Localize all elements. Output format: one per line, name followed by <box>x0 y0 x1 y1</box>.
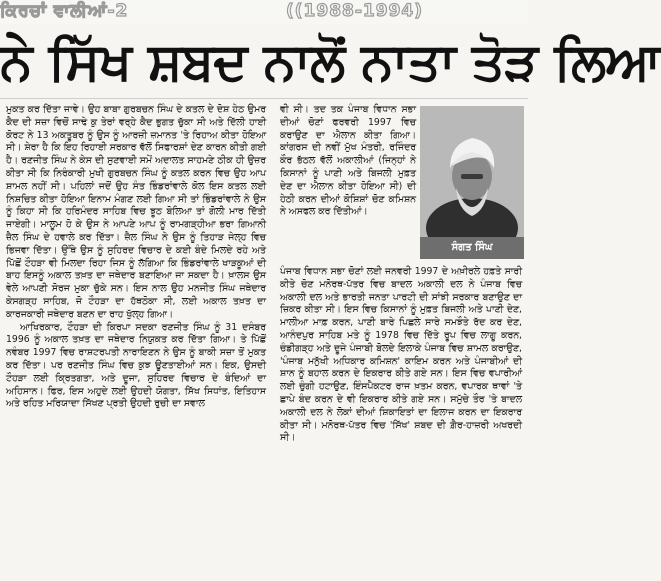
series-years: ((1988-1994) <box>286 1 423 21</box>
divider <box>0 98 528 99</box>
series-title: ਕਿਰਚਾਂ ਵਾਲੀਆਂ-2 <box>0 1 129 21</box>
article-paragraph: ਵੀ ਸੀ। ਤਦ ਤਕ ਪੰਜਾਬ ਵਿਧਾਨ ਸਭਾ ਦੀਆਂ ਚੋਣਾਂ ਫਰਵਰੀ 1997 ਵਿਚ ਕਰਾਉਣ ਦਾ ਐਲਾਨ ਕੀਤਾ ਗਿਆ। ਕਾਂਗਰਸ ਦੀ ਨਵੀਂ ਮੁੱਖ ਮੰਤਰੀ, ਰਜਿੰਦਰ ਕੌਰ ਭੱਠਲ ਵੱਲੋਂ ਅਕਾਲੀਆਂ (ਜਿਨ੍ਹਾਂ ਨੇ ਕਿਸਾਨਾਂ ਨੂੰ ਪਾਣੀ ਅਤੇ ਬਿਜਲੀ ਮੁਫ਼ਤ ਦੇਣ ਦਾ ਐਲਾਨ ਕੀਤਾ ਹੋਇਆ ਸੀ) ਦੀ ਹੇਠੀ ਕਰਨ ਦੀਆਂ ਕੋਸ਼ਿਸ਼ਾਂ ਚੋਣ ਕਮਿਸ਼ਨ ਨੇ ਅਸਫਲ ਕਰ ਦਿੱਤੀਆਂ। <box>280 104 416 218</box>
photo-caption: ਸੰਗਤ ਸਿੰਘ <box>420 237 524 259</box>
article-paragraph: ਆਖਿਰਕਾਰ, ਟੌਹੜਾ ਦੀ ਕਿਰਪਾ ਸਦਕਾ ਰਣਜੀਤ ਸਿੰਘ ਨੂੰ 31 ਦਸੰਬਰ 1996 ਨੂੰ ਅਕਾਲ ਤਖ਼ਤ ਦਾ ਜਥੇਦਾਰ ਨਿਯੁਕਤ ਕਰ ਦਿੱਤਾ ਗਿਆ। ਤੇ ਪਿੱਛੋਂ ਨਵੰਬਰ 1997 ਵਿਚ ਰਾਸ਼ਟਰਪਤੀ ਨਾਰਾਇਣਨ ਨੇ ਉਸ ਨੂੰ ਬਾਕੀ ਸਜ਼ਾ ਤੋਂ ਮੁਕਤ ਕਰ ਦਿੱਤਾ। ਪਰ ਰਣਜੀਤ ਸਿੰਘ ਵਿਚ ਕੁਝ ਊਣਤਾਈਆਂ ਸਨ। ਇਕ, ਉਸਦੀ ਟੌਹੜਾ ਲਈ ਕ੍ਰਿਤਗਤਾ, ਅਤੇ ਦੂਜਾ, ਸੁਹਿਰਦ ਵਿਚਾਰ ਦੇ ਬੰਦਿਆਂ ਦਾ ਅਹਿਸਾਨ। ਫਿਰ, ਇਸ ਅਹੁਦੇ ਲਈ ਉਹਦੀ ਯੋਗਤਾ, ਸਿੱਖ ਸਿਧਾਂਤ, ਇਤਿਹਾਸ ਅਤੇ ਰਹਿਤ ਮਰਿਯਾਦਾ ਸਿੱਖਣ ਪ੍ਰਤੀ ਉਹਦੀ ਰੁਚੀ ਦਾ ਸਵਾਲ <box>6 321 266 410</box>
headline: ਨੇ ਸਿੱਖ ਸ਼ਬਦ ਨਾਲੋਂ ਨਾਤਾ ਤੋੜ ਲਿਆ <box>0 32 661 92</box>
author-portrait-image <box>420 106 524 237</box>
article-paragraph: ਮੁਕਤ ਕਰ ਦਿੱਤਾ ਜਾਵੇ। ਉਹ ਬਾਬਾ ਗੁਰਬਚਨ ਸਿੰਘ ਦੇ ਕਤਲ ਦੇ ਦੋਸ਼ ਹੇਠ ਉਮਰ ਕੈਦ ਦੀ ਸਜ਼ਾ ਵਿਚੋਂ ਸਾਢੇ ਕੁ ਤੇਰਾਂ ਵਰ੍ਹੇ ਕੈਦ ਭੁਗਤ ਚੁੱਕਾ ਸੀ ਅਤੇ ਦਿੱਲੀ ਹਾਈ ਕੋਰਟ ਨੇ 13 ਅਕਤੂਬਰ ਨੂੰ ਉਸ ਨੂੰ ਆਰਜ਼ੀ ਜ਼ਮਾਨਤ 'ਤੇ ਰਿਹਾਅ ਕੀਤਾ ਹੋਇਆ ਸੀ। ਸ਼ੇਰਾ ਹੈ ਕਿ ਇਹ ਰਿਹਾਈ ਸਰਕਾਰ ਵੱਲੋਂ ਸਿਫਾਰਸ਼ਾਂ ਦੇਣ ਕਾਰਨ ਕੀਤੀ ਗਈ ਹੈ। ਰਣਜੀਤ ਸਿੰਘ ਨੇ ਕੇਸ ਦੀ ਸੁਣਵਾਈ ਸਮੇਂ ਅਦਾਲਤ ਸਾਹਮਣੇ ਠੀਕ ਹੀ ਉਜ਼ਰ ਕੀਤਾ ਸੀ ਕਿ ਨਿਰੰਕਾਰੀ ਮੁਖੀ ਗੁਰਬਚਨ ਸਿੰਘ ਨੂੰ ਕਤਲ ਕਰਨ ਵਿਚ ਉਹ ਆਪ ਸ਼ਾਮਲ ਨਹੀਂ ਸੀ। ਪਹਿਲਾਂ ਜਦੋਂ ਉਹ ਸੰਤ ਭਿੰਡਰਾਂਵਾਲੇ ਕੋਲ ਇਸ ਕਤਲ ਲਈ ਨਿਸ਼ਚਿਤ ਕੀਤਾ ਹੋਇਆ ਇਨਾਮ ਮੰਗਣ ਲਈ ਗਿਆ ਸੀ ਤਾਂ ਭਿੰਡਰਾਂਵਾਲੇ ਨੇ ਉਸ ਨੂੰ ਕਿਹਾ ਸੀ ਕਿ ਹਰਿਮੰਦਰ ਸਾਹਿਬ ਵਿਚ ਝੂਠ ਬੋਲਿਆ ਤਾਂ ਗੋਲੀ ਮਾਰ ਦਿੱਤੀ ਜਾਏਗੀ। ਮਾਲੂਮ ਹੋ ਕੇ ਉਸ ਨੇ ਆਪਣੇ ਆਪ ਨੂੰ ਰਾਮਗੜ੍ਹੀਆ ਭਰਾ ਗਿਆਨੀ ਜ਼ੈਲ ਸਿੰਘ ਦੇ ਹਵਾਲੇ ਕਰ ਦਿੱਤਾ। ਜ਼ੈਲ ਸਿੰਘ ਨੇ ਉਸ ਨੂੰ ਤਿਹਾੜ ਜੇਲ੍ਹ ਵਿਚ ਭਿਜਵਾ ਦਿੱਤਾ। ਉੱਥੇ ਉਸ ਨੂੰ ਸੁਹਿਰਦ ਵਿਚਾਰ ਦੇ ਕਈ ਬੰਦੇ ਮਿਲਦੇ ਰਹੇ ਅਤੇ ਪਿੱਛੋਂ ਟੌਹੜਾ ਵੀ ਮਿਲਦਾ ਰਿਹਾ ਜਿਸ ਨੂੰ ਲੱਗਿਆ ਕਿ ਭਿੰਡਰਾਂਵਾਲੇ ਖਾੜਕੂਆਂ ਦੀ ਬਾਹ ਇਸਨੂੰ ਅਕਾਲ ਤਖ਼ਤ ਦਾ ਜਥੇਦਾਰ ਬਣਾਇਆ ਜਾ ਸਕਦਾ ਹੈ। ਖ਼ਾਲਸ ਉਸ ਵੇਲੇ ਆਪਣੀ ਸੋਰਜ ਮੁਕਾ ਚੁੱਕੇ ਸਨ। ਇਸ ਨਾਲ ਉਹ ਮਨਜੀਤ ਸਿੰਘ ਜਥੇਦਾਰ ਕੇਸਗੜ੍ਹ ਸਾਹਿਬ, ਜੋ ਟੌਹੜਾ ਦਾ ਹੱਥਠੋਕਾ ਸੀ, ਲਈ ਅਕਾਲ ਤਖ਼ਤ ਦਾ ਕਾਰਜਕਾਰੀ ਜਥੇਦਾਰ ਬਣਨ ਦਾ ਰਾਹ ਖੁੱਲ੍ਹ ਗਿਆ। <box>6 104 266 320</box>
author-photo <box>420 106 524 259</box>
article-column-middle <box>280 104 416 262</box>
series-header <box>0 0 528 24</box>
article-paragraph: ਪੰਜਾਬ ਵਿਧਾਨ ਸਭਾ ਚੋਣਾਂ ਲਈ ਜਨਵਰੀ 1997 ਦੇ ਅਖ਼ੀਰਲੇ ਹਫ਼ਤੇ ਸਾਰੀ ਕੀਤੇ ਚੋਣ ਮਨੋਰਥ-ਪੱਤਰ ਵਿਚ ਬਾਦਲ ਅਕਾਲੀ ਦਲ ਨੇ ਪੰਜਾਬ ਵਿਚ ਅਕਾਲੀ ਦਲ ਅਤੇ ਭਾਰਤੀ ਜਨਤਾ ਪਾਰਟੀ ਦੀ ਸਾਂਝੀ ਸਰਕਾਰ ਬਣਾਉਣ ਦਾ ਜ਼ਿਕਰ ਕੀਤਾ ਸੀ। ਇਸ ਵਿਚ ਕਿਸਾਨਾਂ ਨੂੰ ਮੁਫ਼ਤ ਬਿਜਲੀ ਅਤੇ ਪਾਣੀ ਦੇਣ, ਮਾਲੀਆ ਮਾਫ਼ ਕਰਨ, ਪਾਣੀ ਬਾਰੇ ਪਿਛਲੇ ਸਾਰੇ ਸਮਝੌਤੇ ਰੱਦ ਕਰ ਦੇਣ, ਆਨੰਦਪੁਰ ਸਾਹਿਬ ਮਤੇ ਨੂੰ 1978 ਵਿਚ ਦਿੱਤੇ ਰੂਪ ਵਿਚ ਲਾਗੂ ਕਰਨ, ਚੰਡੀਗੜ੍ਹ ਅਤੇ ਦੂਜੇ ਪੰਜਾਬੀ ਬੋਲਦੇ ਇਲਾਕੇ ਪੰਜਾਬ ਵਿਚ ਸ਼ਾਮਲ ਕਰਾਉਣ, 'ਪੰਜਾਬ ਮਨੁੱਖੀ ਅਧਿਕਾਰ ਕਮਿਸ਼ਨ' ਕਾਇਮ ਕਰਨ ਅਤੇ ਪੰਜਾਬੀਆਂ ਦੀ ਸ਼ਾਨ ਨੂੰ ਬਹਾਲ ਕਰਨ ਦੇ ਇਕਰਾਰ ਕੀਤੇ ਗਏ ਸਨ। ਇਸ ਵਿਚ ਵਪਾਰੀਆਂ ਲਈ ਚੁੰਗੀ ਹਟਾਉਣ, ਇੰਸਪੈਕਟਰ ਰਾਜ ਖ਼ਤਮ ਕਰਨ, ਵਪਾਰਕ ਥਾਵਾਂ 'ਤੇ ਛਾਪੇ ਬੰਦ ਕਰਨ ਦੇ ਵੀ ਇਕਰਾਰ ਕੀਤੇ ਗਏ ਸਨ। ਸਮੁੱਚੇ ਤੌਰ 'ਤੇ ਬਾਦਲ ਅਕਾਲੀ ਦਲ ਨੇ ਲੋਕਾਂ ਦੀਆਂ ਸ਼ਿਕਾਇਤਾਂ ਦਾ ਇਲਾਜ ਕਰਨ ਦਾ ਇਕਰਾਰ ਕੀਤਾ ਸੀ। ਮਨੋਰਥ-ਪੱਤਰ ਵਿਚ 'ਸਿੱਖ' ਸ਼ਬਦ ਦੀ ਗ਼ੈਰ-ਹਾਜ਼ਰੀ ਅਖਰਦੀ ਸੀ। <box>280 266 522 444</box>
article-column-right <box>280 266 522 579</box>
article-column-left <box>6 104 266 579</box>
